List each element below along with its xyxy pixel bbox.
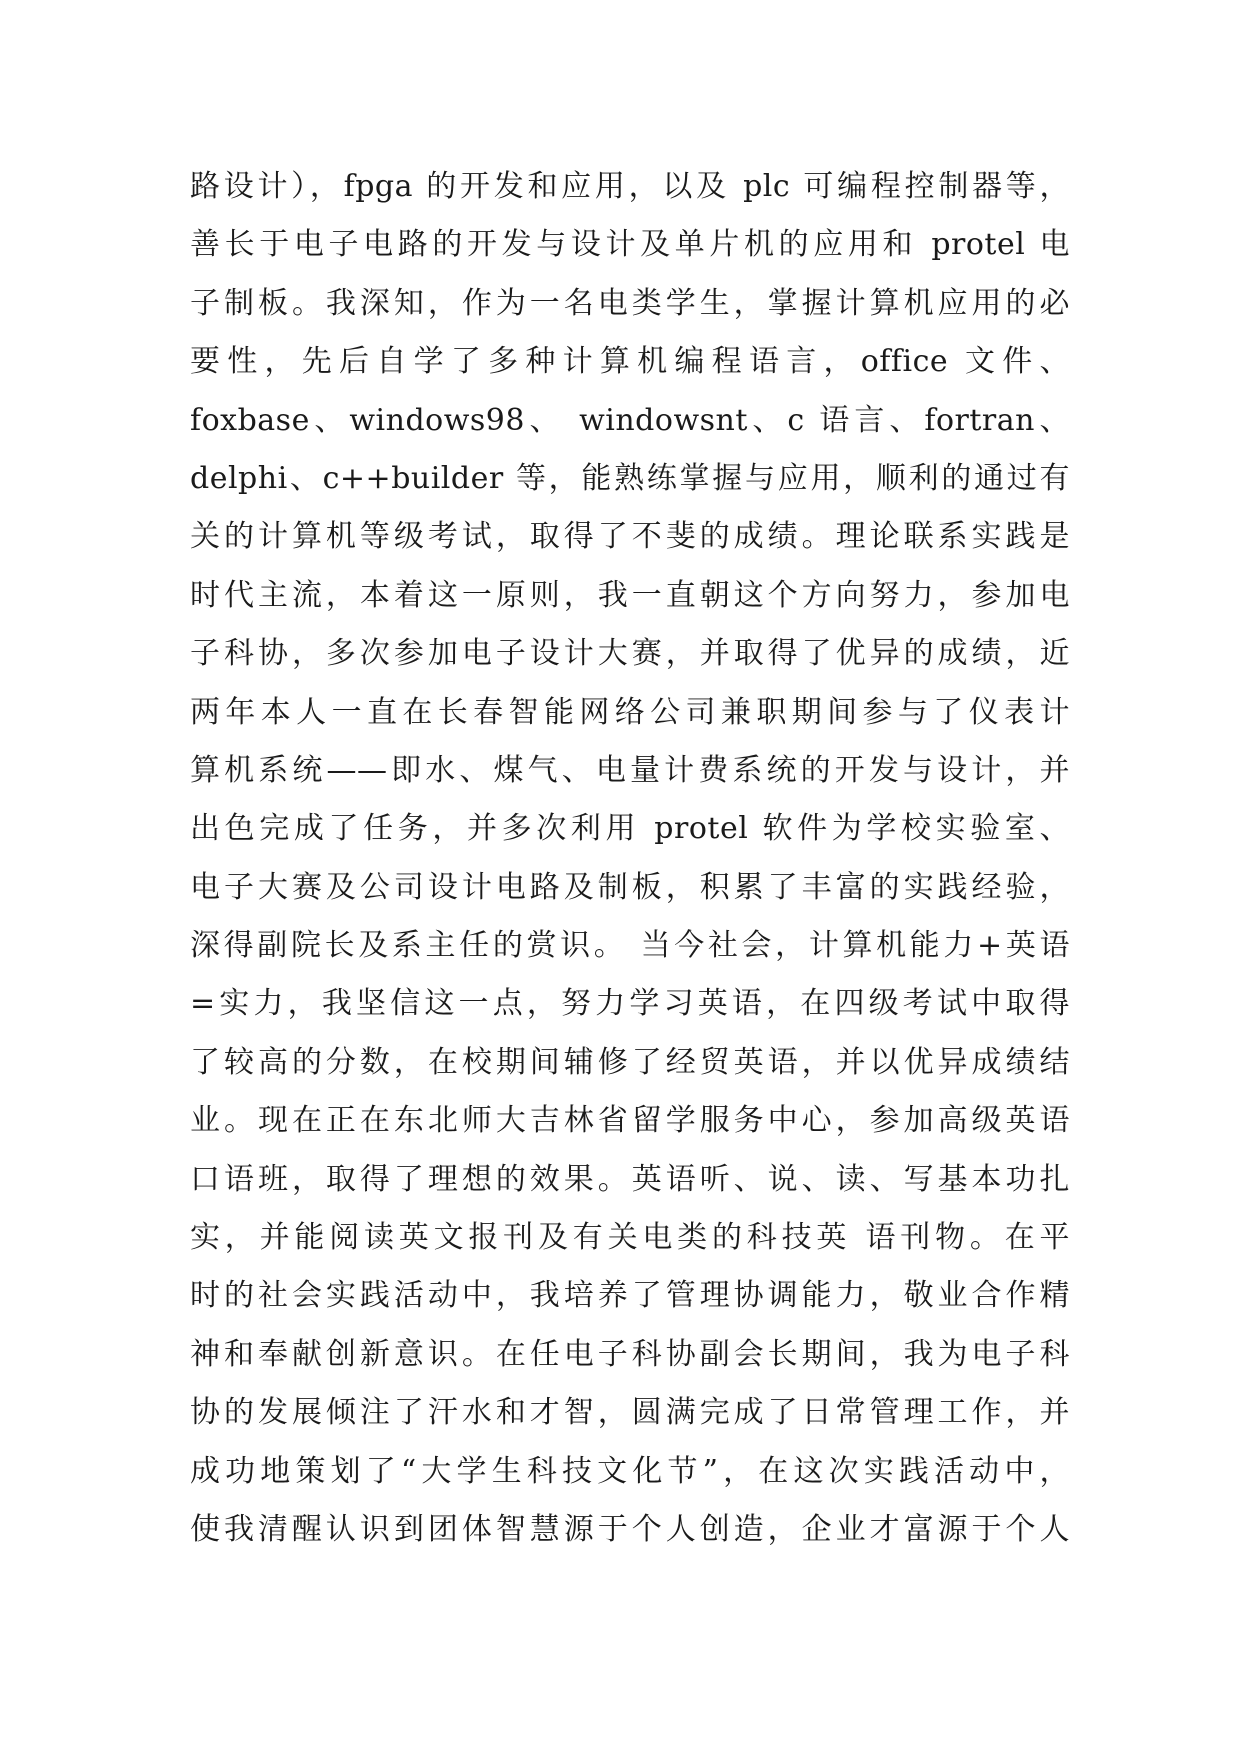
text-line: 实，并能阅读英文报刊及有关电类的科技英 语刊物。在平 [190,1220,1070,1256]
text-line: 路设计），fpga 的开发和应用，以及 plc 可编程控制器等， [190,169,1070,204]
text-line: 使我清醒认识到团体智慧源于个人创造，企业才富源于个人 [190,1511,1070,1547]
text-line: 善长于电子电路的开发与设计及单片机的应用和 protel 电 [190,227,1070,263]
body-text [190,158,1070,1559]
text-line: 了较高的分数，在校期间辅修了经贸英语，并以优异成绩结 [190,1044,1070,1080]
text-line: 时的社会实践活动中，我培养了管理协调能力，敬业合作精 [190,1278,1070,1314]
text-line: 算机系统——即水、煤气、电量计费系统的开发与设计，并 [190,752,1070,788]
text-line: 神和奉献创新意识。在任电子科协副会长期间，我为电子科 [190,1336,1070,1372]
text-line: 协的发展倾注了汗水和才智，圆满完成了日常管理工作，并 [190,1395,1070,1431]
text-line: 业。现在正在东北师大吉林省留学服务中心，参加高级英语 [190,1103,1070,1139]
text-line: =实力，我坚信这一点，努力学习英语，在四级考试中取得 [190,986,1070,1022]
text-line: 时代主流，本着这一原则，我一直朝这个方向努力，参加电 [190,577,1070,613]
text-line: 两年本人一直在长春智能网络公司兼职期间参与了仪表计 [190,694,1070,730]
text-line: 口语班，取得了理想的效果。英语听、说、读、写基本功扎 [190,1161,1070,1197]
text-line: 出色完成了任务，并多次利用 protel 软件为学校实验室、 [190,811,1070,847]
text-line: 电子大赛及公司设计电路及制板，积累了丰富的实践经验， [190,869,1070,905]
text-line: foxbase、windows98、 windowsnt、c 语言、fortran、 [190,402,1070,438]
text-line: 子科协，多次参加电子设计大赛，并取得了优异的成绩，近 [190,636,1070,672]
text-line: 成功地策划了“大学生科技文化节”，在这次实践活动中， [190,1453,1070,1489]
text-line: 深得副院长及系主任的赏识。 当今社会，计算机能力+英语 [190,928,1070,964]
text-line: delphi、c++builder 等，能熟练掌握与应用，顺利的通过有 [190,460,1070,496]
text-line: 子制板。我深知，作为一名电类学生，掌握计算机应用的必 [190,285,1070,321]
text-line: 要性，先后自学了多种计算机编程语言，office 文件、 [190,344,1070,380]
text-line: 关的计算机等级考试，取得了不斐的成绩。理论联系实践是 [190,519,1070,555]
